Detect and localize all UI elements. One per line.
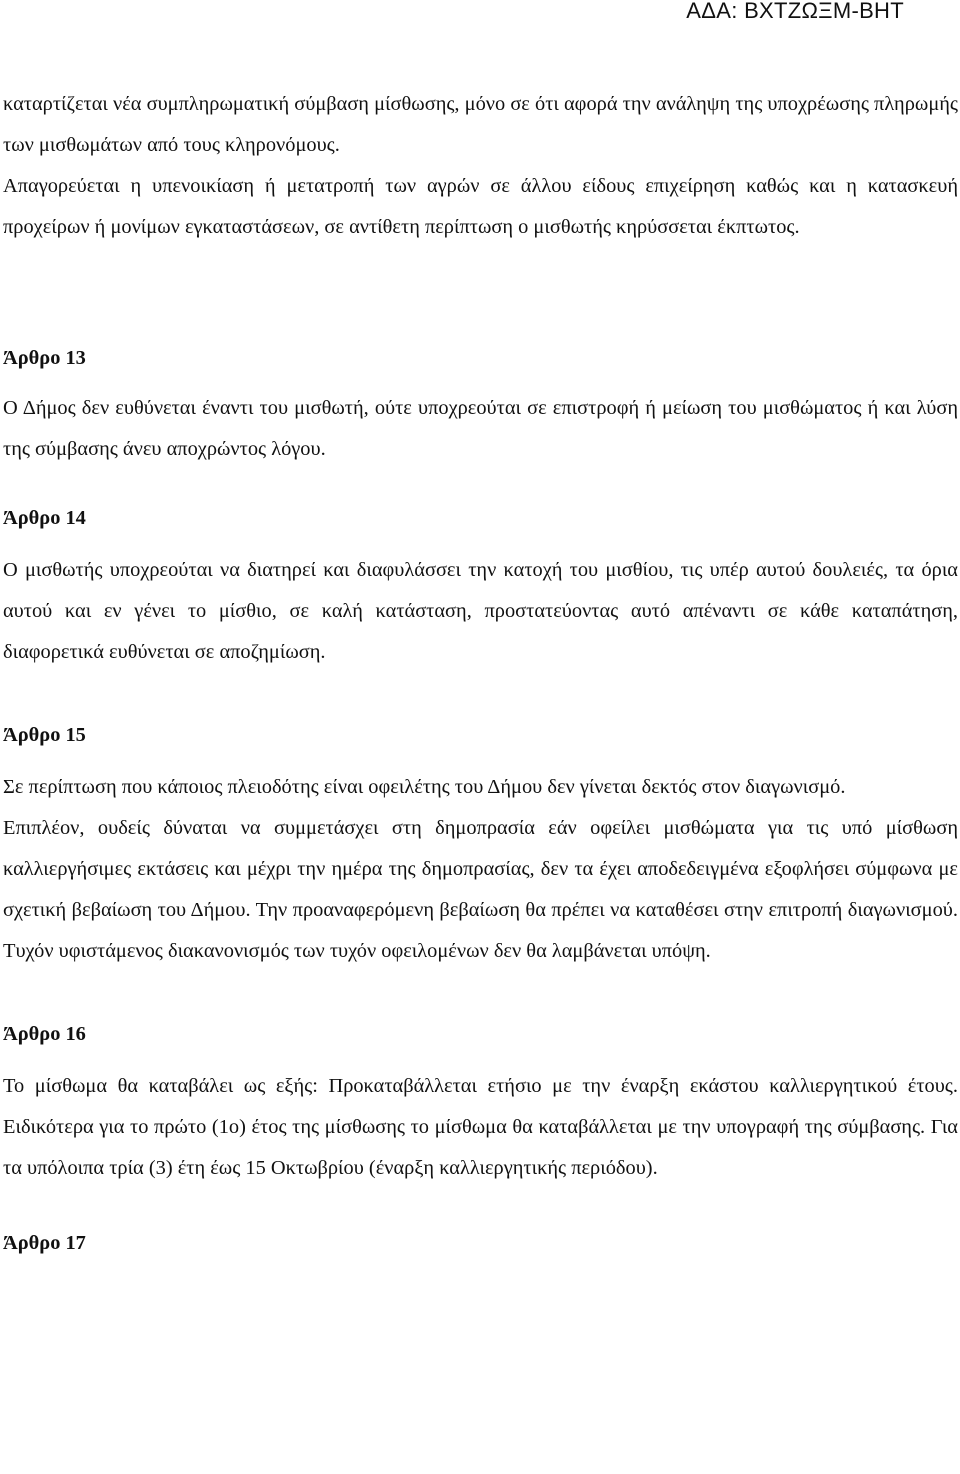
article-15-paragraph-2: Επιπλέον, ουδείς δύναται να συμμετάσχει στη δημοπρασία εάν οφείλει μισθώματα για τις υπό μίσθωση καλλιεργήσιμες εκτάσεις και μέχρι την ημέρα της δημοπρασίας, δεν τα έχει αποδεδειγμένα εξοφλήσει σύμφωνα με σχετική βεβαίωση του Δήμου. Την προαναφερόμενη βεβαίωση θα πρέπει να καταθέσει στην επιτροπή διαγωνισμού. Τυχόν υφιστάμενος διακανονισμός των τυχόν οφειλομένων δεν θα λαμβάνεται υπόψη. bbox=[3, 817, 958, 962]
article-16-title: Άρθρο 16 bbox=[3, 1023, 86, 1045]
article-14-title: Άρθρο 14 bbox=[3, 507, 86, 529]
article-17-title: Άρθρο 17 bbox=[3, 1232, 86, 1254]
article-14-paragraph-1: Ο μισθωτής υποχρεούται να διατηρεί και διαφυλάσσει την κατοχή του μισθίου, τις υπέρ αυτού δουλειές, τα όρια αυτού και εν γένει το μίσθιο, σε καλή κατάσταση, προστατεύοντας αυτό απέναντι σε κάθε καταπάτηση, διαφορετικά ευθύνεται σε αποζημίωση. bbox=[3, 559, 958, 663]
article-12-paragraph-1: καταρτίζεται νέα συμπληρωματική σύμβαση μίσθωσης, μόνο σε ότι αφορά την ανάληψη της υποχρέωσης πληρωμής των μισθωμάτων από τους κληρονόμους. bbox=[3, 93, 958, 156]
document-code: ΑΔΑ: ΒΧΤΖΩΞΜ-ΒΗΤ bbox=[686, 0, 904, 23]
article-13-paragraph-1: Ο Δήμος δεν ευθύνεται έναντι του μισθωτή, ούτε υποχρεούται σε επιστροφή ή μείωση του μισθώματος ή και λύση της σύμβασης άνευ αποχρώντος λόγου. bbox=[3, 397, 958, 460]
article-12-paragraph-2: Απαγορεύεται η υπενοικίαση ή μετατροπή των αγρών σε άλλου είδους επιχείρηση καθώς και η κατασκευή προχείρων ή μονίμων εγκαταστάσεων, σε αντίθετη περίπτωση ο μισθωτής κηρύσσεται έκπτωτος. bbox=[3, 175, 958, 238]
article-16-paragraph-1: Το μίσθωμα θα καταβάλει ως εξής: Προκαταβάλλεται ετήσιο με την έναρξη εκάστου καλλιεργητικού έτους. Ειδικότερα για το πρώτο (1ο) έτος της μίσθωσης το μίσθωμα θα καταβάλλεται με την υπογραφή της σύμβασης. Για τα υπόλοιπα τρία (3) έτη έως 15 Οκτωβρίου (έναρξη καλλιεργητικής περιόδου). bbox=[3, 1075, 958, 1179]
article-15-paragraph-1: Σε περίπτωση που κάποιος πλειοδότης είναι οφειλέτης του Δήμου δεν γίνεται δεκτός στον διαγωνισμό. bbox=[3, 776, 846, 798]
article-13-title: Άρθρο 13 bbox=[3, 347, 86, 369]
document-body bbox=[3, 84, 958, 1257]
article-15-title: Άρθρο 15 bbox=[3, 724, 86, 746]
